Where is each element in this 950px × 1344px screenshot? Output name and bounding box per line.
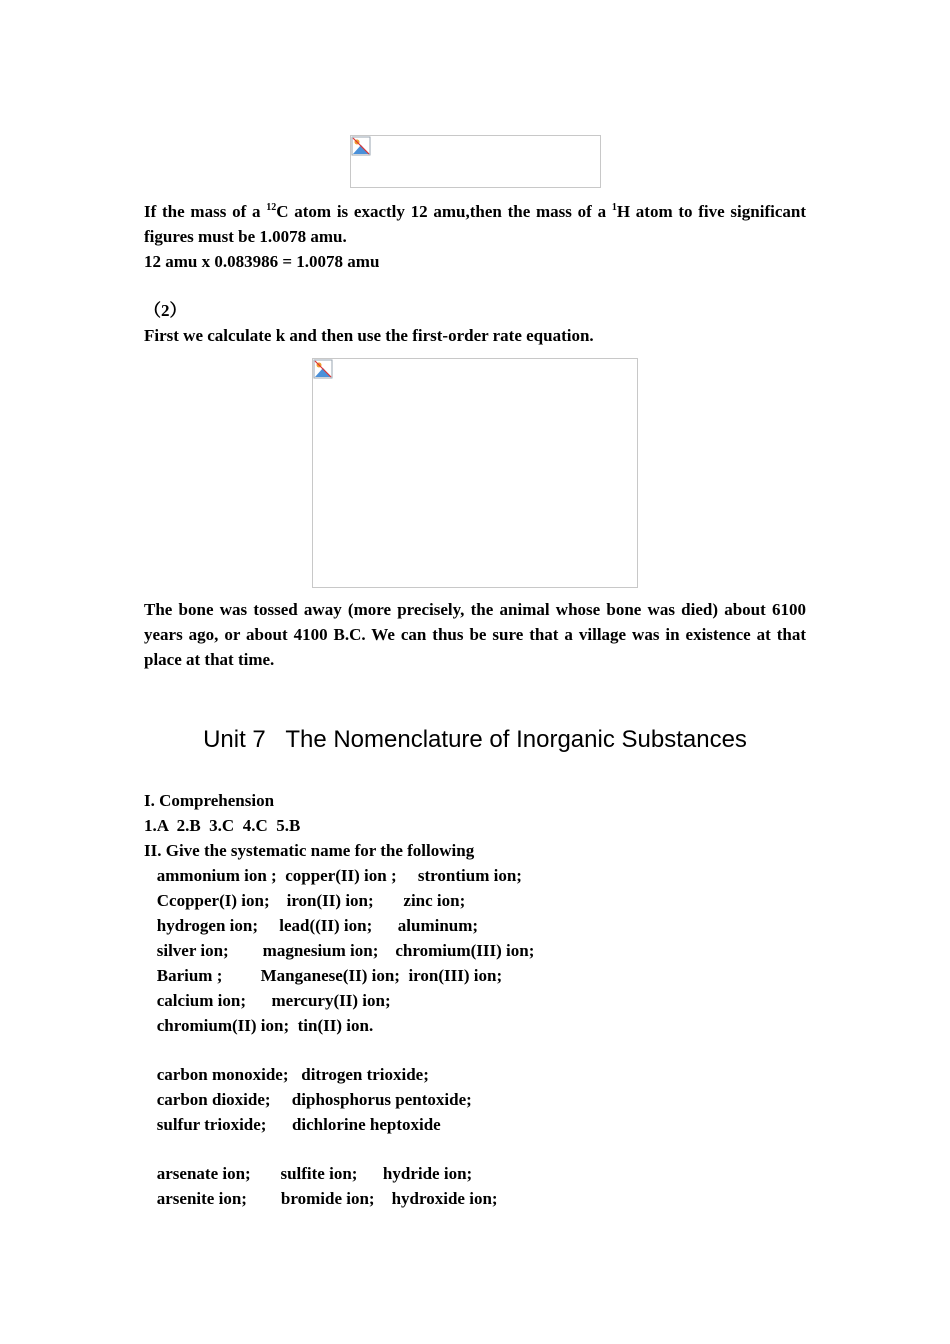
line-answers: 1.A 2.B 3.C 4.C 5.B: [144, 816, 301, 835]
part-label: （2）: [144, 301, 187, 320]
list-item: Ccopper(I) ion; iron(II) ion; zinc ion;: [144, 891, 466, 910]
line-systematic-name-heading: II. Give the systematic name for the following: [144, 841, 475, 860]
unit-title: Unit 7 The Nomenclature of Inorganic Substances: [203, 726, 747, 753]
superscript-12: 12: [266, 202, 277, 213]
calculation-line: 12 amu x 0.083986 = 1.0078 amu: [144, 252, 380, 271]
superscript-1: 1: [611, 202, 617, 213]
rate-equation-intro: First we calculate k and then use the first-order rate equation.: [144, 326, 594, 345]
list-item: arsenite ion; bromide ion; hydroxide ion;: [144, 1189, 498, 1208]
list-item: sulfur trioxide; dichlorine heptoxide: [144, 1115, 441, 1134]
list-item: Barium ; Manganese(II) ion; iron(III) ion;: [144, 966, 503, 985]
broken-image-icon: [351, 136, 371, 156]
line-comprehension-heading: I. Comprehension: [144, 791, 275, 810]
list-item: carbon monoxide; ditrogen trioxide;: [144, 1065, 429, 1084]
equation-image-2: [312, 358, 638, 588]
list-item: hydrogen ion; lead((II) ion; aluminum;: [144, 916, 479, 935]
mass-paragraph: If the mass of a $^{12}$C atom is exactly 12 amu,then the mass of a $^1$H atom to five significant figures must be 1.0078 amu.: [144, 202, 806, 246]
broken-image-icon: [313, 359, 333, 379]
bone-conclusion-paragraph: The bone was tossed away (more precisely, the animal whose bone was died) about 6100 years ago, or about 4100 B.C. We can thus be sure that a village was in existence at that place at that time.: [144, 600, 806, 669]
list-item: silver ion; magnesium ion; chromium(III) ion;: [144, 941, 535, 960]
list-item: chromium(II) ion; tin(II) ion.: [144, 1016, 374, 1035]
list-item: ammonium ion ; copper(II) ion ; strontium ion;: [144, 866, 522, 885]
list-item: arsenate ion; sulfite ion; hydride ion;: [144, 1164, 473, 1183]
list-item: calcium ion; mercury(II) ion;: [144, 991, 391, 1010]
equation-image-1: [350, 135, 601, 188]
list-item: carbon dioxide; diphosphorus pentoxide;: [144, 1090, 472, 1109]
